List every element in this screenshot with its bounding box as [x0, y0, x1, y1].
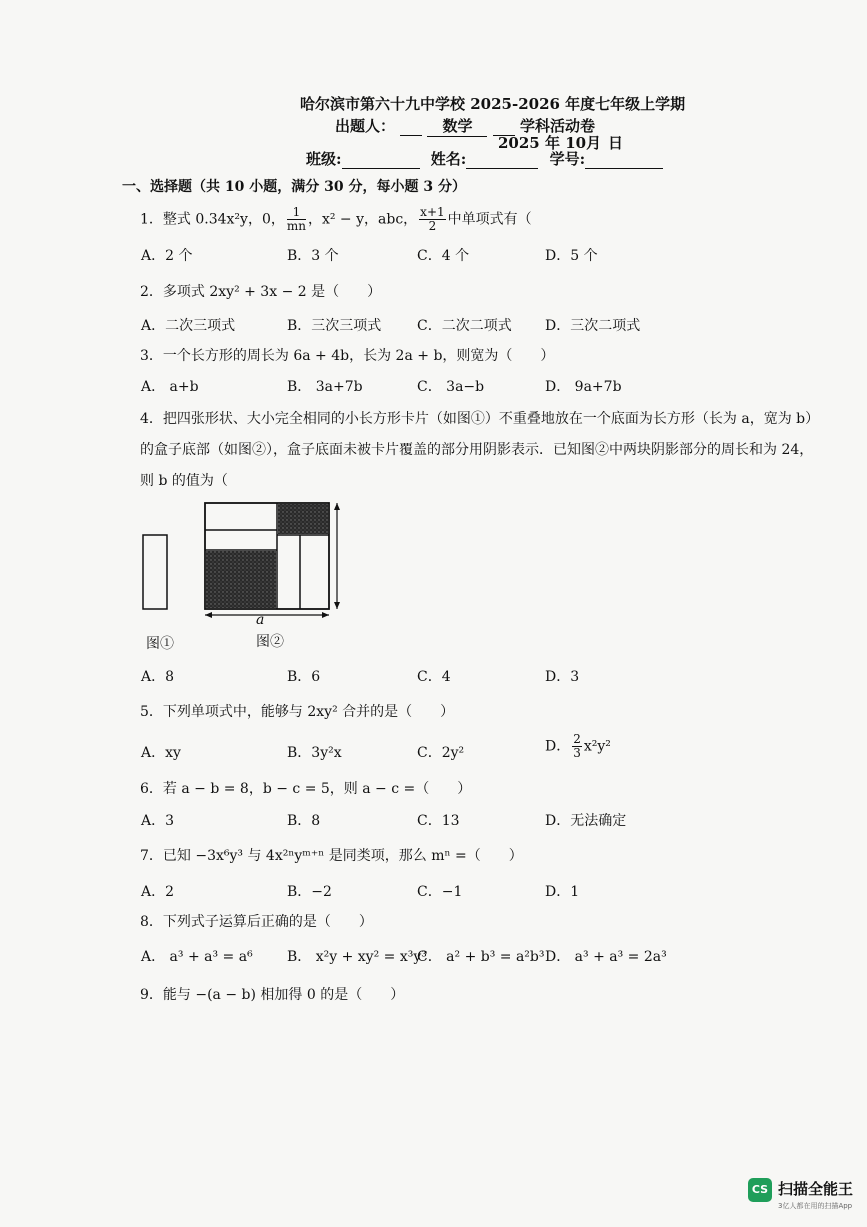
fig2-a-label: a — [256, 612, 265, 628]
q1-option-b[interactable]: B．3 个 — [287, 248, 339, 264]
q5-option-c[interactable]: C．2y² — [417, 745, 465, 761]
q7-option-a[interactable]: A．2 — [141, 884, 175, 900]
scanner-app-name: 扫描全能王 — [778, 1180, 854, 1198]
q1-fraction-2: $\frac{x+1}{2}$ — [420, 205, 445, 233]
fig2-caption: 图② — [256, 634, 284, 650]
q4-option-b[interactable]: B．6 — [287, 669, 321, 685]
q2-option-b[interactable]: B．三次三项式 — [287, 318, 382, 334]
q7-option-b[interactable]: B．−2 — [287, 884, 332, 900]
q6-option-c[interactable]: C．13 — [417, 813, 460, 829]
name-label: 姓名: — [430, 150, 467, 168]
question-5: 5．下列单项式中，能够与 2xy² 合并的是（ ） — [140, 704, 455, 720]
question-4-line-3: 则 b 的值为（ — [140, 473, 228, 489]
fig1-caption: 图① — [146, 636, 174, 652]
q5-option-d[interactable]: D． $\frac{2}{3}$ x²y² — [545, 732, 611, 760]
class-field[interactable] — [342, 150, 420, 169]
q8-option-a[interactable]: A． a³ + a³ = a⁶ — [141, 949, 253, 965]
question-4-line-1: 4．把四张形状、大小完全相同的小长方形卡片（如图①）不重叠地放在一个底面为长方形（长为 a，宽为 b） — [140, 411, 820, 427]
question-6: 6．若 a − b = 8，b − c = 5，则 a − c =（ ） — [140, 781, 472, 797]
exam-date: 2025 年 10月 — [498, 134, 602, 152]
section-title: 一、选择题（共 10 小题，满分 30 分，每小题 3 分） — [122, 179, 466, 195]
question-4-line-2: 的盒子底部（如图②），盒子底面未被卡片覆盖的部分用阴影表示．已知图②中两块阴影部分的周长和为 24， — [140, 442, 814, 458]
q6-option-a[interactable]: A．3 — [141, 813, 175, 829]
subtitle-suffix: 学科活动卷 — [519, 117, 595, 135]
q2-option-d[interactable]: D．三次二项式 — [545, 318, 641, 334]
question-9: 9．能与 −(a − b) 相加得 0 的是（ ） — [140, 987, 405, 1003]
q1-option-d[interactable]: D．5 个 — [545, 248, 598, 264]
fig1-card — [143, 535, 167, 609]
q5-option-a[interactable]: A．xy — [141, 745, 181, 761]
id-label: 学号: — [549, 150, 586, 168]
q3-option-a[interactable]: A． a+b — [141, 379, 199, 395]
q1-fraction-1: $\frac{1}{mn}$ — [286, 205, 306, 233]
question-1 — [140, 206, 532, 233]
id-field[interactable] — [585, 150, 663, 169]
q3-option-d[interactable]: D． 9a+7b — [545, 379, 622, 395]
q1-prefix: 1．整式 0.34x²y，0， — [140, 211, 285, 228]
fig2-shaded-top — [278, 504, 328, 534]
q3-option-c[interactable]: C． 3a−b — [417, 379, 485, 395]
q4-option-d[interactable]: D．3 — [545, 669, 580, 685]
q8-option-b[interactable]: B． x²y + xy² = x³y³ — [287, 949, 427, 965]
q1-option-a[interactable]: A．2 个 — [141, 248, 193, 264]
q7-option-c[interactable]: C．−1 — [417, 884, 463, 900]
question-7: 7．已知 −3x⁶y³ 与 4x²ⁿyᵐ⁺ⁿ 是同类项，那么 mⁿ =（ ） — [140, 848, 523, 864]
q1-option-c[interactable]: C．4 个 — [417, 248, 470, 264]
q4-option-a[interactable]: A．8 — [141, 669, 175, 685]
subject-name: 数学 — [427, 115, 487, 137]
q4-option-c[interactable]: C．4 — [417, 669, 451, 685]
name-field[interactable] — [466, 150, 538, 169]
q6-option-b[interactable]: B．8 — [287, 813, 321, 829]
author-label: 出题人： — [335, 117, 396, 135]
class-label: 班级: — [306, 150, 342, 168]
q6-option-d[interactable]: D．无法确定 — [545, 813, 627, 829]
question-2: 2．多项式 2xy² + 3x − 2 是（ ） — [140, 284, 382, 300]
q7-option-d[interactable]: D．1 — [545, 884, 580, 900]
question-3: 3．一个长方形的周长为 6a + 4b，长为 2a + b，则宽为（ ） — [140, 348, 555, 364]
exam-title: 哈尔滨市第六十九中学校 2025-2026 年度七年级上学期 — [300, 95, 686, 113]
fig2-shaded-bottom — [206, 551, 276, 608]
q5-option-b[interactable]: B．3y²x — [287, 745, 342, 761]
q3-option-b[interactable]: B． 3a+7b — [287, 379, 363, 395]
q1-mid: ，x² − y，abc， — [307, 211, 418, 228]
q8-option-c[interactable]: C． a² + b³ = a²b³ — [417, 949, 545, 965]
q2-option-c[interactable]: C．二次二项式 — [417, 318, 512, 334]
question-8: 8．下列式子运算后正确的是（ ） — [140, 914, 373, 930]
scanner-app-tagline: 3亿人都在用的扫描App — [778, 1202, 853, 1210]
day-label: 日 — [608, 134, 624, 152]
q2-option-a[interactable]: A．二次三项式 — [141, 318, 236, 334]
q8-option-d[interactable]: D． a³ + a³ = 2a³ — [545, 949, 667, 965]
q1-suffix: 中单项式有（ — [447, 211, 532, 228]
q4-figures — [130, 495, 360, 655]
scanner-logo-icon: CS — [748, 1178, 772, 1202]
student-info-line — [306, 148, 663, 169]
